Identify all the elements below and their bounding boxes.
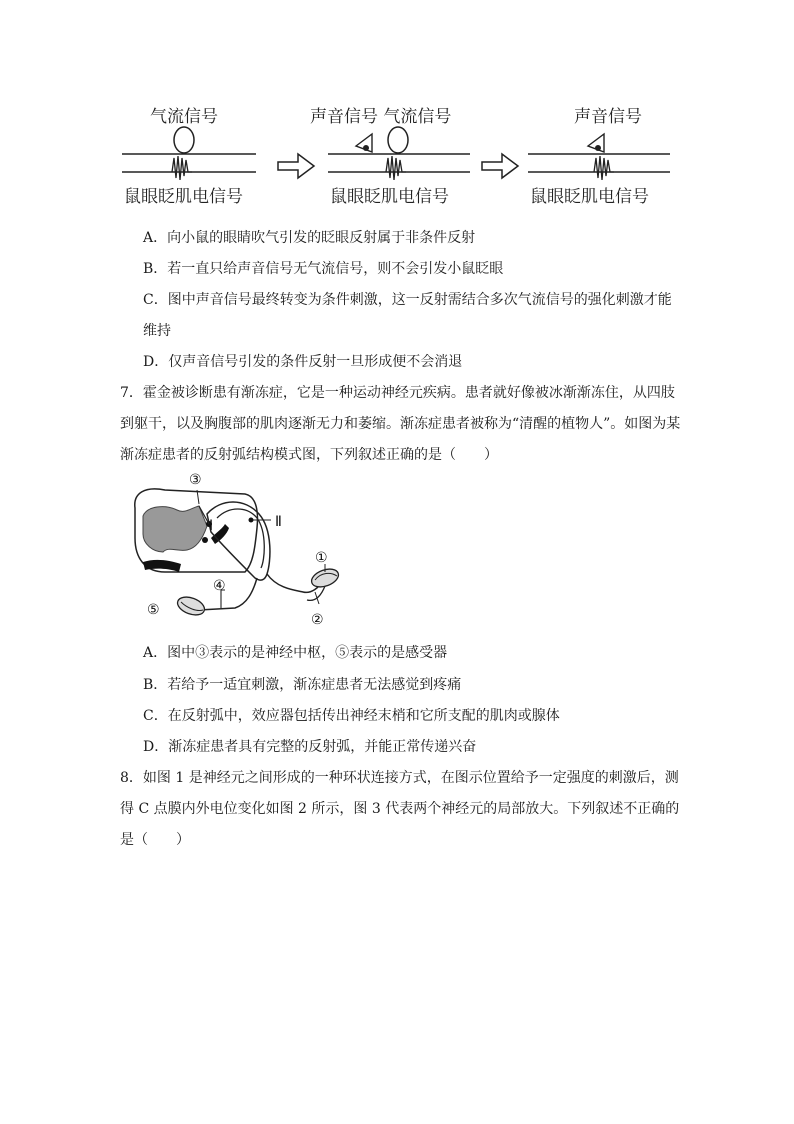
air-puff-icon (388, 127, 408, 153)
sound-icon (588, 134, 604, 152)
q6-option-a: A．向小鼠的眼睛吹气引发的眨眼反射属于非条件反射 (143, 230, 476, 246)
label-1: ① (315, 550, 328, 566)
panel-1 (122, 107, 256, 207)
label-3: ③ (189, 472, 202, 488)
panel-2-bottom-label: 鼠眼眨肌电信号 (330, 187, 449, 207)
conditioning-figure (110, 98, 690, 216)
panel-1-top-label: 气流信号 (150, 107, 218, 127)
panel-3 (528, 107, 670, 207)
q7-stem-line-1: 7．霍金被诊断患有渐冻症，它是一种运动神经元疾病。患者就好像被冰渐渐冻住，从四肢 (120, 385, 675, 401)
panel-3-top-label: 声音信号 (574, 107, 642, 127)
arrow-right-icon (278, 154, 314, 178)
emg-signal-icon (172, 156, 192, 180)
reflex-arc-figure (125, 468, 355, 633)
emg-signal-icon (594, 156, 614, 180)
q8-stem-line-3: 是（ ） (120, 832, 190, 848)
arrow-right-icon (482, 154, 518, 178)
effector-icon (175, 594, 207, 619)
q6-option-b: B．若一直只给声音信号无气流信号，则不会引发小鼠眨眼 (143, 261, 504, 277)
q7-stem-line-2: 到躯干，以及胸腹部的肌肉逐渐无力和萎缩。渐冻症患者被称为“清醒的植物人”。如图为某 (120, 416, 681, 432)
q6-option-c: C．图中声音信号最终转变为条件刺激，这一反射需结合多次气流信号的强化刺激才能 (143, 292, 672, 308)
label-2: ② (311, 612, 324, 628)
panel-1-bottom-label: 鼠眼眨肌电信号 (124, 187, 243, 207)
q7-option-a: A．图中③表示的是神经中枢，⑤表示的是感受器 (143, 645, 448, 661)
efferent-nerve (199, 578, 257, 610)
anterior-root-bar (143, 560, 181, 572)
label-4: ④ (213, 578, 226, 594)
gray-matter (143, 506, 207, 552)
air-puff-icon (174, 127, 194, 153)
q8-stem-line-2: 得 C 点膜内外电位变化如图 2 所示，图 3 代表两个神经元的局部放大。下列叙述不正确的 (120, 801, 680, 817)
emg-signal-icon (386, 156, 406, 180)
label-I: Ⅰ (209, 518, 214, 534)
q7-stem-line-3: 渐冻症患者的反射弧结构模式图，下列叙述正确的是（ ） (120, 447, 498, 463)
sound-icon (356, 134, 372, 152)
q7-option-c: C．在反射弧中，效应器包括传出神经末梢和它所支配的肌肉或腺体 (143, 708, 560, 724)
label-II: Ⅱ (275, 514, 282, 530)
label-5: ⑤ (147, 602, 160, 618)
panel-2 (310, 107, 470, 207)
q8-stem-line-1: 8．如图 1 是神经元之间形成的一种环状连接方式，在图示位置给予一定强度的刺激后，测 (120, 770, 679, 786)
panel-2-top-label: 声音信号 气流信号 (310, 107, 452, 127)
q6-option-d: D．仅声音信号引发的条件反射一旦形成便不会消退 (143, 354, 463, 370)
q7-option-d: D．渐冻症患者具有完整的反射弧，并能正常传递兴奋 (143, 739, 477, 755)
q6-option-c-continued: 维持 (143, 323, 171, 339)
panel-3-bottom-label: 鼠眼眨肌电信号 (530, 187, 649, 207)
q7-option-b: B．若给予一适宜刺激，渐冻症患者无法感觉到疼痛 (143, 677, 462, 693)
